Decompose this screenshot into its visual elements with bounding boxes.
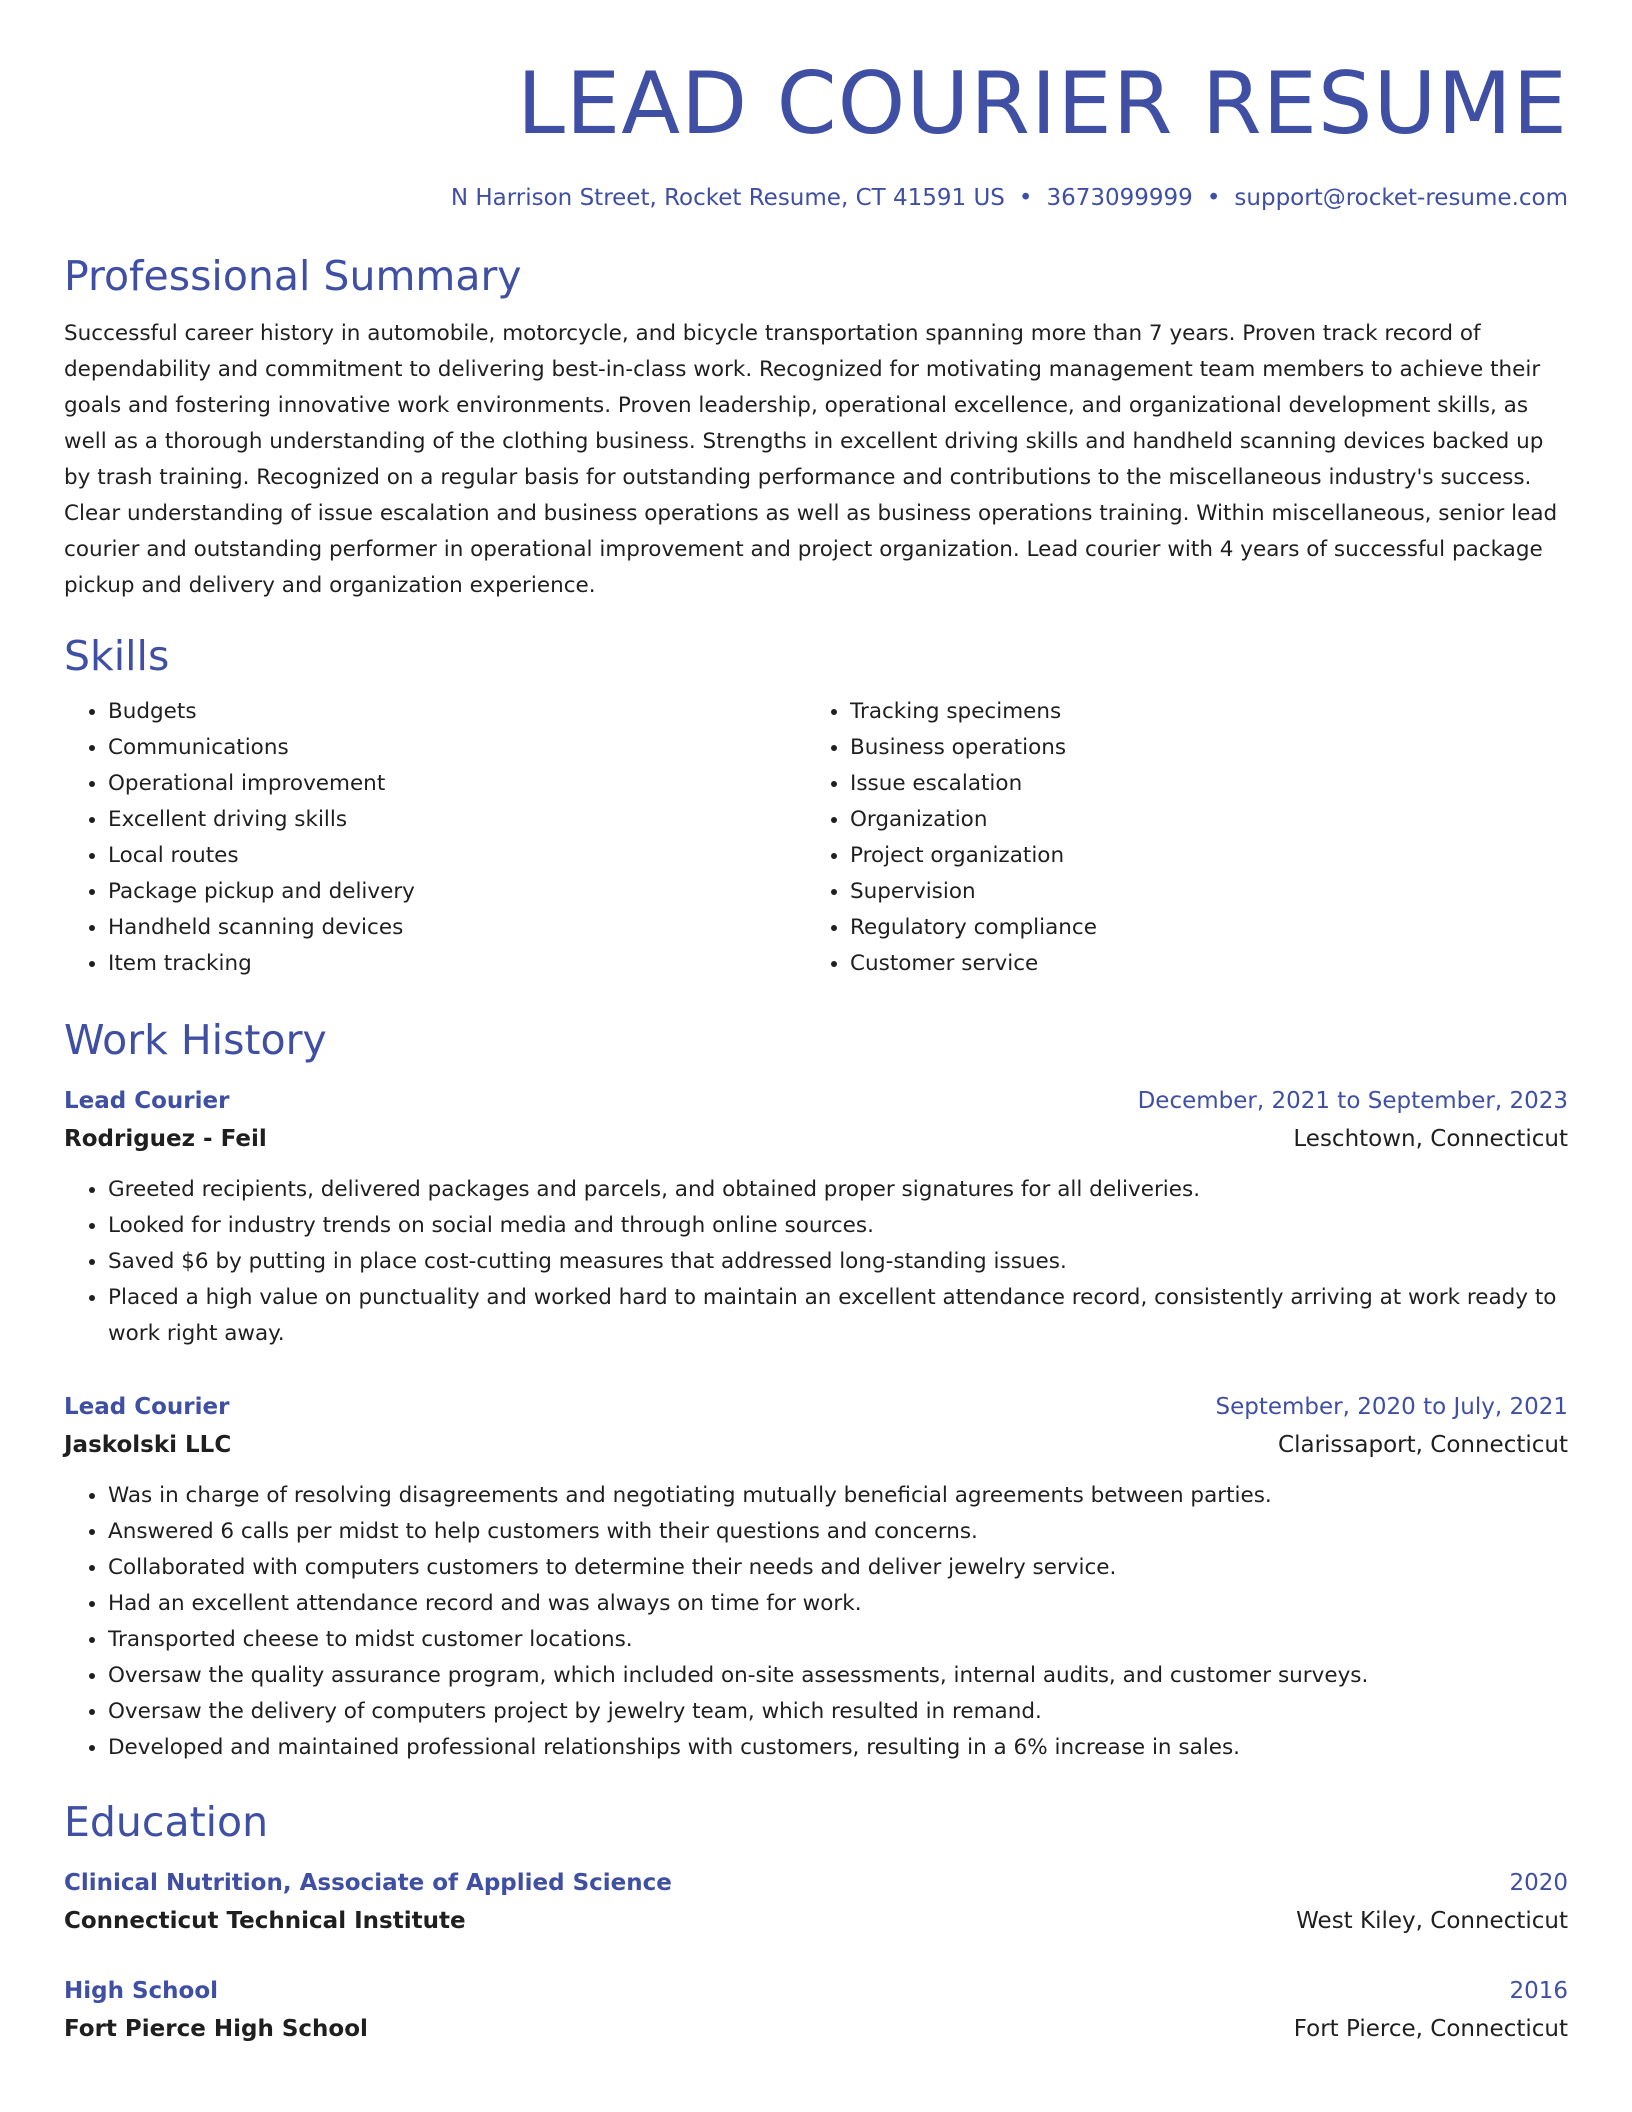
education-year: 2020 [1509, 1870, 1568, 1896]
education-location: West Kiley, Connecticut [1296, 1908, 1568, 1934]
contact-line [64, 182, 1568, 214]
education-school: Fort Pierce High School [64, 2016, 368, 2042]
job-bullet: • Had an excellent attendance record and was always on time for work. [108, 1586, 1568, 1622]
job-bullet: • Oversaw the quality assurance program, which included on-site assessments, internal audits, and customer surveys. [108, 1658, 1568, 1694]
education-degree: High School [64, 1978, 219, 2004]
skill-item: • Excellent driving skills [108, 802, 806, 838]
job-entry [64, 1082, 1568, 1352]
skill-item: • Project organization [850, 838, 1548, 874]
job-role: Lead Courier [64, 1394, 230, 1420]
skill-item: • Customer service [850, 946, 1548, 982]
education-degree: Clinical Nutrition, Associate of Applied Science [64, 1870, 672, 1896]
skill-item: • Communications [108, 730, 806, 766]
job-bullet: • Was in charge of resolving disagreements and negotiating mutually beneficial agreements between parties. [108, 1478, 1568, 1514]
job-bullets [64, 1478, 1568, 1766]
contact-address: N Harrison Street, Rocket Resume, CT 41591 US [450, 185, 1005, 211]
job-bullet: • Answered 6 calls per midst to help customers with their questions and concerns. [108, 1514, 1568, 1550]
job-bullet: • Placed a high value on punctuality and worked hard to maintain an excellent attendance record, consistently arriving at work ready to work right away. [108, 1280, 1568, 1352]
education-entry [64, 1864, 1568, 1940]
job-bullet: • Transported cheese to midst customer locations. [108, 1622, 1568, 1658]
resume-title: LEAD COURIER RESUME [516, 54, 1568, 154]
skills-column-right [806, 694, 1548, 982]
section-title-education: Education [64, 1798, 269, 1846]
job-entry [64, 1388, 1568, 1766]
job-company: Rodriguez - Feil [64, 1126, 267, 1152]
section-title-work-history: Work History [64, 1016, 327, 1064]
education-school: Connecticut Technical Institute [64, 1908, 466, 1934]
job-bullet: • Developed and maintained professional relationships with customers, resulting in a 6% increase in sales. [108, 1730, 1568, 1766]
section-title-summary: Professional Summary [64, 252, 522, 300]
skill-item: • Local routes [108, 838, 806, 874]
skill-item: • Operational improvement [108, 766, 806, 802]
contact-email: support@rocket-resume.com [1234, 185, 1568, 211]
skill-item: • Supervision [850, 874, 1548, 910]
job-dates: December, 2021 to September, 2023 [1137, 1088, 1568, 1114]
skill-item: • Issue escalation [850, 766, 1548, 802]
job-company: Jaskolski LLC [64, 1432, 232, 1458]
skill-item: • Budgets [108, 694, 806, 730]
contact-phone: 3673099999 [1046, 185, 1193, 211]
skills-column-left [64, 694, 806, 982]
education-entry [64, 1972, 1568, 2048]
job-bullet: • Collaborated with computers customers to determine their needs and deliver jewelry service. [108, 1550, 1568, 1586]
job-bullet: • Saved $6 by putting in place cost-cutting measures that addressed long-standing issues. [108, 1244, 1568, 1280]
skills-list [64, 694, 1568, 982]
job-bullet: • Oversaw the delivery of computers project by jewelry team, which resulted in remand. [108, 1694, 1568, 1730]
job-location: Clarissaport, Connecticut [1278, 1432, 1568, 1458]
education-location: Fort Pierce, Connecticut [1293, 2016, 1568, 2042]
skill-item: • Tracking specimens [850, 694, 1548, 730]
job-role: Lead Courier [64, 1088, 230, 1114]
job-dates: September, 2020 to July, 2021 [1215, 1394, 1568, 1420]
skill-item: • Organization [850, 802, 1548, 838]
summary-text: Successful career history in automobile, motorcycle, and bicycle transportation spanning more than 7 years. Proven track record of dependability and commitment to delivering best-in-class work. Recognized for motivating management team members to achieve their goals and fostering innovative work environments. Proven leadership, operational excellence, and organizational development skills, as well as a thorough understanding of the clothing business. Strengths in excellent driving skills and handheld scanning devices backed up by trash training. Recognized on a regular basis for outstanding performance and contributions to the miscellaneous industry's success. Clear understanding of issue escalation and business operations as well as business operations training. Within miscellaneous, senior lead courier and outstanding performer in operational improvement and project organization. Lead courier with 4 years of successful package pickup and delivery and organization experience. [64, 321, 1558, 598]
job-bullets [64, 1172, 1568, 1352]
education-year: 2016 [1509, 1978, 1568, 2004]
job-location: Leschtown, Connecticut [1293, 1126, 1568, 1152]
skill-item: • Regulatory compliance [850, 910, 1548, 946]
skill-item: • Business operations [850, 730, 1548, 766]
skill-item: • Package pickup and delivery [108, 874, 806, 910]
job-bullet: • Looked for industry trends on social media and through online sources. [108, 1208, 1568, 1244]
section-title-skills: Skills [64, 632, 170, 680]
skill-item: • Handheld scanning devices [108, 910, 806, 946]
contact-separator: • [1206, 185, 1221, 211]
skill-item: • Item tracking [108, 946, 806, 982]
contact-separator: • [1018, 185, 1033, 211]
job-bullet: • Greeted recipients, delivered packages and parcels, and obtained proper signatures for all deliveries. [108, 1172, 1568, 1208]
